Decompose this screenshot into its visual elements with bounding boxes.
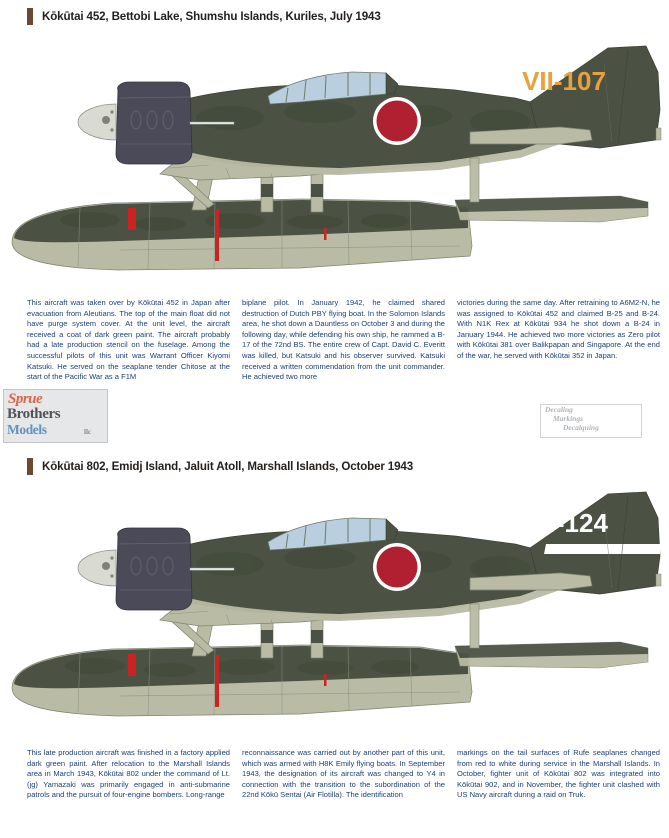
sprue-brothers-watermark xyxy=(3,389,108,443)
section-heading-1 xyxy=(27,8,381,25)
section-heading-2 xyxy=(27,458,413,475)
outrigger-float-2 xyxy=(455,604,648,668)
spinner-2 xyxy=(78,550,116,586)
decal-watermark-box xyxy=(540,404,642,438)
watermark-line-models: Models xyxy=(7,422,47,437)
fuselage-2 xyxy=(152,530,560,621)
aircraft-profile-1 xyxy=(0,32,669,292)
column-2-1: This late production aircraft was finished in a factory applied dark green paint. After relocation to the Marshall Islands area in March 1943, Kōkūtai 802 under the command of Lt.(jg) Yamazaki was primarily engaged in anti-submarine patrols and the pursuit of four-engine bombers. Long-range xyxy=(27,748,230,800)
fuselage-1 xyxy=(152,84,560,175)
watermark-line-sprue: Sprue xyxy=(8,391,43,407)
watermark-line-brothers: Brothers xyxy=(7,406,61,422)
hinomaru-fuselage-2 xyxy=(373,543,421,591)
float-strut-bands-1 xyxy=(261,184,323,197)
float-strut-bands-2 xyxy=(261,630,323,643)
column-2-2: reconnaissance was carried out by another part of this unit, which was armed with H8K Emily flying boats. In September 1943, the designation of its aircraft was changed to Y4 in connection with the transition to the subordination of the 22nd Kōkū Sentai (Air Flotilla). The identification xyxy=(242,748,445,800)
heading-accent-bar xyxy=(27,8,33,25)
watermark-line-llc: llc xyxy=(84,428,91,436)
tail-code-2: Y4-124 xyxy=(524,508,608,538)
column-2-3: markings on the tail surfaces of Rufe seaplanes changed from red to white during service in the Marshall Islands. In October, fighter unit of Kōkūtai 802 was integrated into Kōkūtai 902, and in November, the fighter unit clashed with US Navy aircraft during a raid on Truk. xyxy=(457,748,660,800)
tail-white-band xyxy=(544,544,660,554)
float-marking-red-2 xyxy=(128,654,136,676)
text-columns-2 xyxy=(27,748,660,801)
decal-watermark-line-1: Decaling xyxy=(545,405,573,414)
tail-code-1: VII-107 xyxy=(522,66,606,96)
float-marking-red xyxy=(128,208,136,230)
heading-accent-bar-2 xyxy=(27,458,33,475)
outrigger-float-1 xyxy=(455,158,648,222)
column-1-1: This aircraft was taken over by Kōkūtai 452 in Japan after evacuation from Aleutians. The top of the main float did not have purge system cover. At the unit level, the aircraft received a coat of dark green paint. The aircraft probably had a late production stencil on the fuselage. Among the successful pilots of this unit was Warrant Officer Kiyomi Katsuki. He served on the seaplane tender Chitose at the start of the Pacific War as a F1M xyxy=(27,298,230,382)
column-1-2: biplane pilot. In January 1942, he claimed shared destruction of Dutch PBY flying boat. In the Solomon Islands area, he shot down a Dauntless on October 3 and during the following day, while defending his own ship, he rammed a B-17 of the 72nd BS. The entire crew of Capt. David C. Everitt was killed, but Katsuki and his observer survived. Katsuki received a written commendation from the unit commander. He achieved two more xyxy=(242,298,445,382)
section-title-2: Kōkūtai 802, Emidj Island, Jaluit Atoll, Marshall Islands, October 1943 xyxy=(42,460,413,473)
text-columns-1 xyxy=(27,298,660,383)
hinomaru-fuselage-1 xyxy=(373,97,421,145)
main-float-1 xyxy=(12,199,472,270)
column-1-3: victories during the same day. After retraining to A6M2-N, he was assigned to Kōkūtai 452 and claimed B-25 and B-24. With N1K Rex at Kōkūtai 934 he shot down a B-24 in January 1944. He achieved two more victories as Zero pilot with Kōkūtai 381 over Balikpapan and Singapore. At the end of the war, he served with Kōkūtai 352 in Japan. xyxy=(457,298,660,360)
spinner-1 xyxy=(78,104,116,140)
section-title-1: Kōkūtai 452, Bettobi Lake, Shumshu Islands, Kuriles, July 1943 xyxy=(42,10,381,23)
aircraft-profile-2 xyxy=(0,482,669,734)
main-float-2 xyxy=(12,645,472,716)
decal-watermark-line-3: Decalquing xyxy=(563,423,599,432)
decal-watermark-line-2: Markings xyxy=(553,414,584,423)
